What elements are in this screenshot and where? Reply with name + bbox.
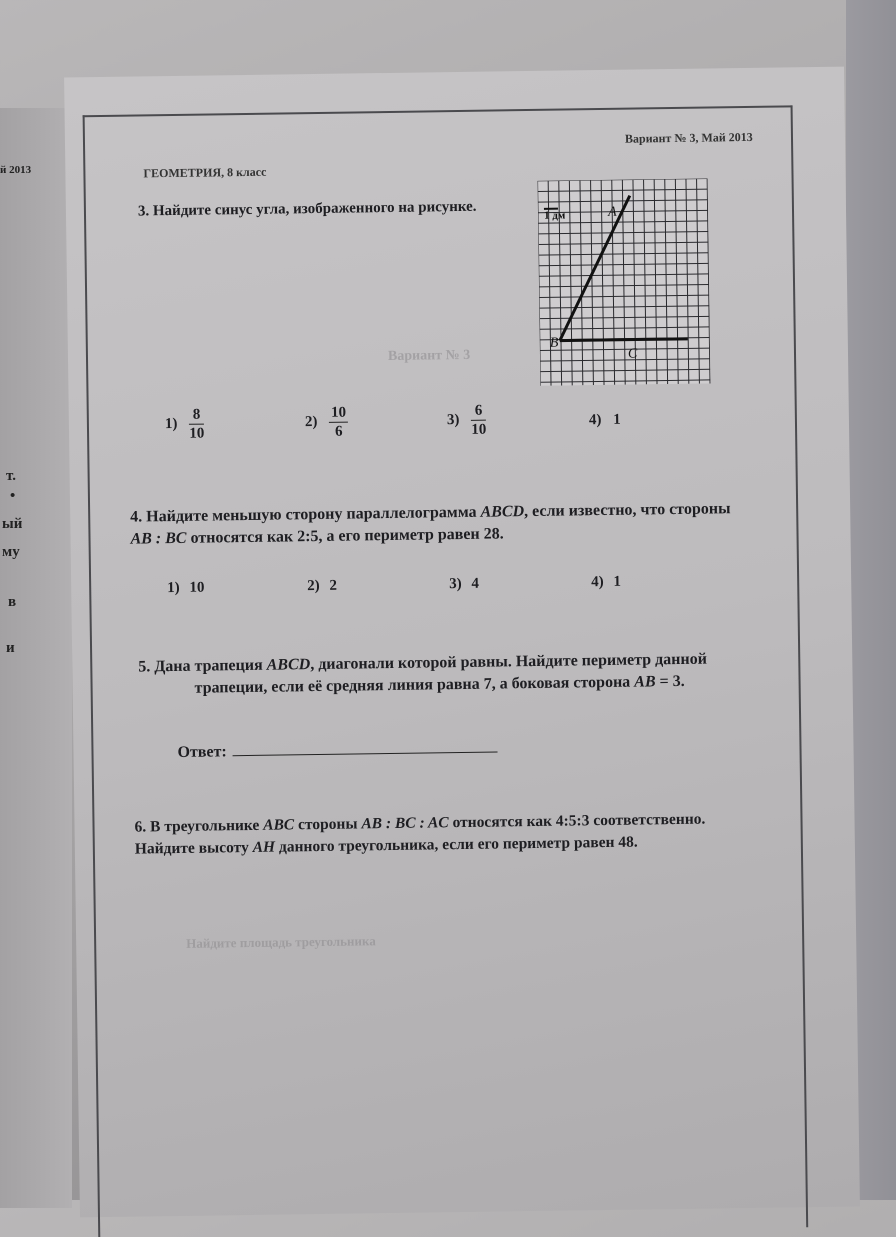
ray-bc (560, 339, 688, 341)
variable: ABCD (267, 656, 311, 674)
side-fragment: ый (2, 516, 22, 533)
task-4-text: 4. Найдите меньшую сторону параллелограмма (130, 504, 481, 526)
task-6-text: Найдите высоту (135, 839, 253, 858)
task-6-text: относятся как 4:5:3 соответственно. (449, 811, 706, 832)
option-value: 10 (189, 580, 204, 596)
numerator: 8 (189, 406, 204, 425)
task-4-option-3[interactable] (449, 576, 479, 593)
variable: ABCD (480, 503, 524, 521)
task-3-option-1[interactable] (165, 406, 205, 444)
variable: ABC (263, 816, 294, 833)
point-a-label: A (607, 205, 617, 220)
point-c-label: C (628, 347, 638, 362)
denominator: 6 (329, 423, 348, 441)
task-4-question (130, 498, 771, 551)
task-6-text: стороны (294, 815, 361, 833)
task-5-answer (177, 736, 498, 762)
task-5-question (138, 648, 779, 701)
neighbour-page (0, 108, 72, 1208)
numerator: 10 (329, 404, 348, 423)
task-5-text: , диагонали которой равны. Найдите периметр данной (310, 651, 707, 674)
option-number: 2) (305, 414, 318, 430)
side-header-fragment: й 2013 (0, 164, 31, 176)
task-4-text: , если известно, что стороны (524, 500, 731, 520)
task-5-text: трапеции, если её средняя линия равна 7, а боковая сторона (195, 674, 635, 697)
variable: AB (634, 673, 656, 690)
exam-sheet (64, 67, 860, 1218)
option-value: 1 (613, 574, 621, 590)
option-value: 1 (613, 412, 621, 428)
point-b-label: B (550, 336, 559, 351)
answer-label: Ответ: (177, 743, 226, 761)
denominator: 10 (189, 425, 204, 443)
bleed-through: Вариант № 3 (388, 348, 470, 365)
task-4-option-1[interactable] (167, 580, 204, 598)
task-3-options (165, 399, 686, 456)
option-value: 4 (471, 576, 479, 592)
task-6-text: данного треугольника, если его периметр равен 48. (275, 834, 638, 856)
side-fragment: и (6, 640, 15, 657)
option-number: 4) (589, 412, 602, 428)
subject-header: ГЕОМЕТРИЯ, 8 класс (143, 165, 266, 182)
variable: AB : BC (130, 530, 186, 548)
option-number: 3) (447, 412, 460, 428)
fraction (471, 402, 487, 439)
side-fragment: • (10, 488, 15, 505)
task-3-option-2[interactable] (305, 404, 349, 442)
task-3-figure (538, 179, 711, 386)
denominator: 10 (471, 421, 486, 439)
unit-label: 1 дм (544, 210, 566, 222)
option-value: 2 (329, 578, 337, 594)
task-4-option-4[interactable] (591, 574, 621, 591)
option-number: 2) (307, 578, 320, 594)
task-5-text: = 3. (655, 673, 684, 690)
task-3-text: 3. Найдите синус угла, изображенного на рисунке. (138, 196, 477, 223)
task-4-option-2[interactable] (307, 578, 337, 595)
bleed-through: Найдите площадь треугольника (186, 933, 376, 952)
task-3-option-3[interactable] (447, 402, 487, 440)
variable: AB : BC : AC (361, 814, 449, 832)
side-fragment: т. (6, 468, 16, 485)
task-5-text: 5. Дана трапеция (138, 657, 267, 676)
answer-field[interactable] (233, 736, 498, 757)
option-number: 1) (167, 580, 180, 596)
option-number: 4) (591, 574, 604, 590)
task-4-text: относятся как 2:5, а его периметр равен 28. (186, 525, 503, 546)
side-fragment: в (8, 594, 16, 611)
task-3-option-4[interactable] (589, 412, 621, 429)
fraction (189, 406, 205, 443)
option-number: 3) (449, 576, 462, 592)
fraction (329, 404, 349, 441)
task-6-question (134, 807, 795, 860)
variable: AH (253, 839, 276, 856)
numerator: 6 (471, 402, 486, 421)
option-number: 1) (165, 416, 178, 432)
side-fragment: му (2, 544, 20, 561)
task-6-text: 6. В треугольнике (134, 817, 263, 836)
variant-header: Вариант № 3, Май 2013 (625, 130, 753, 147)
